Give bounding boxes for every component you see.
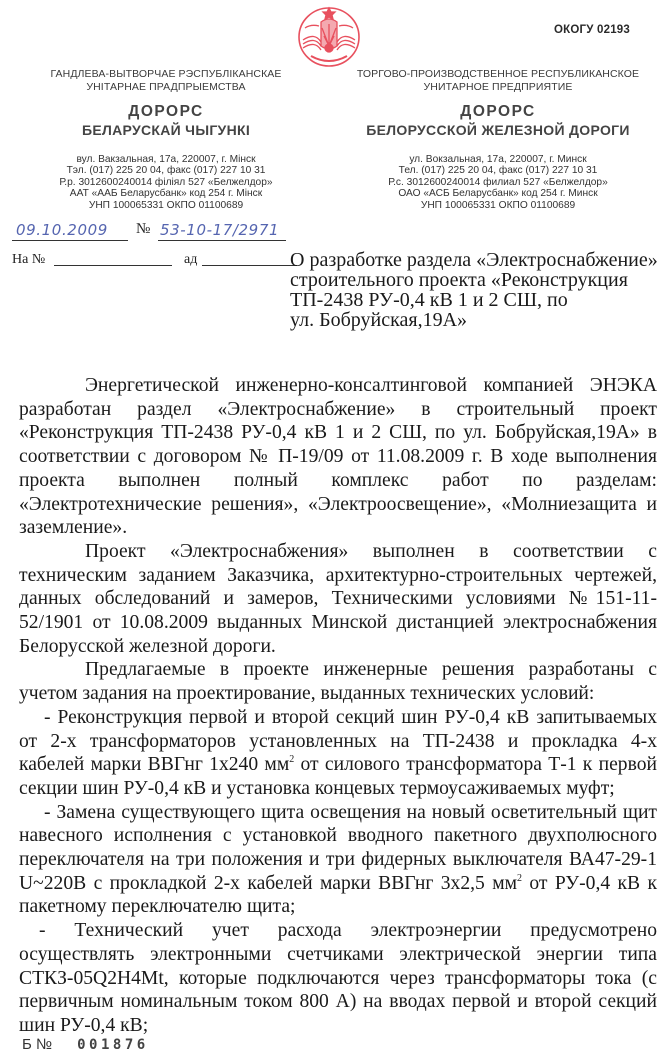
subject-line: ТП-2438 РУ-0,4 кВ 1 и 2 СШ, по — [290, 289, 568, 311]
org-address-block — [332, 154, 664, 211]
letter-body — [19, 374, 657, 1038]
list-item-2-text: - Замена существующего щита освещения на новый осветительный щит навесного исполнения с установкой вводного пакетного двухполюсного переключателя на три положения и три фидерных выключателя ВА47-29-1 U~220В с прокладкой 2-х кабелей марки ВВГнг 3х2,5 мм — [19, 801, 657, 894]
number-label: № — [136, 221, 151, 237]
reply-to-number-blank — [54, 265, 172, 266]
body-paragraph-2: Проект «Электроснабжения» выполнен в соответствии с техническим заданием Заказчика, архитектурно-строительных чертежей, данных обследований и замеров, Техническими условиями №151-11-52/1901 от 10.08.2009 выданных Минской дистанцией электроснабжения Белорусской железной дороги. — [19, 540, 657, 657]
handwritten-number: 53-10-17/2971 — [160, 221, 280, 239]
address-line: ул. Вокзальная, 17а, 220007, г. Минск — [409, 154, 587, 165]
phone-line: Тел. (017) 225 20 04, факс (017) 227 10 31 — [398, 165, 598, 177]
org-type-line1: ТОРГОВО-ПРОИЗВОДСТВЕННОЕ РЕСПУБЛИКАНСКОЕ — [356, 68, 640, 80]
body-paragraph-3: Предлагаемые в проекте инженерные решения разработаны с учетом задания на проектирование, выданных технических условий: — [19, 659, 657, 705]
list-item-2 — [19, 801, 657, 920]
tax-id-line: УНП 100065331 ОКПО 01100689 — [88, 199, 244, 211]
reply-date-label: ад — [184, 252, 198, 267]
bank-line: ААТ «ААБ Беларусбанк» код 254 г. Мінск — [69, 188, 263, 200]
outgoing-reference — [12, 218, 312, 244]
state-emblem — [291, 2, 367, 68]
org-type-line2: УНІТАРНАЕ ПРАДПРЫЕМСТВА — [86, 81, 246, 93]
list-item-2-text-cont: от РУ-0,4 кВ к пакетному переключателю щита; — [19, 872, 657, 918]
reply-to-label: На № — [12, 252, 46, 267]
org-type-line2: УНИТАРНОЕ ПРЕДПРИЯТИЕ — [423, 81, 573, 93]
tax-id-line: УНП 100065331 ОКПО 01100689 — [420, 199, 576, 211]
form-serial-number — [22, 1036, 149, 1053]
superscript: 2 — [289, 754, 295, 766]
bank-account-line: Р.р. 3012600240014 філіял 527 «Белжелдор» — [59, 176, 273, 188]
list-item-1 — [19, 706, 657, 801]
serial-label: Б № — [22, 1036, 53, 1053]
bank-line: ОАО «АСБ Беларусбанк» код 254 г. Минск — [398, 188, 598, 200]
body-paragraph-1: Энергетической инженерно-консалтинговой компанией ЭНЭКА разработан раздел «Электроснабжение» в строительный проект «Реконструкция ТП-2438 РУ-0,4 кВ 1 и 2 СШ, по ул. Бобруйская,19А» в соответствии с договором № П-19/09 от 11.08.2009 г. В ходе выполнения проекта выполнен полный комплекс работ по разделам: «Электротехнические решения», «Электроосвещение», «Молниезащита и заземление». — [19, 375, 657, 539]
subject-line: строительного проекта «Реконструкция — [290, 269, 628, 291]
superscript: 2 — [517, 872, 522, 884]
org-brand: ДОРОРС — [128, 103, 204, 120]
letter-subject — [290, 250, 664, 330]
org-subtitle: БЕЛОРУССКОЙ ЖЕЛЕЗНОЙ ДОРОГИ — [366, 122, 630, 138]
list-item-1-text: - Реконструкция первой и второй секций шин РУ-0,4 кВ запитываемых от 2-х трансформаторов установленных на ТП-2438 и прокладка 4-х кабелей марки ВВГнг 1х240 мм — [19, 706, 657, 776]
emblem-icon — [291, 2, 367, 68]
reply-date-blank — [202, 265, 297, 266]
subject-line: ул. Бобруйская,19А» — [290, 309, 468, 331]
okogu-code: ОКОГУ 02193 — [554, 24, 630, 36]
number-field — [158, 220, 286, 241]
org-subtitle: БЕЛАРУСКАЙ ЧЫГУНКІ — [81, 122, 251, 138]
address-line: вул. Вакзальная, 17а, 220007, г. Мінск — [76, 154, 256, 165]
handwritten-date: 09.10.2009 — [16, 221, 108, 239]
list-item-3: - Технический учет расхода электроэнергии предусмотрено осуществлять электронными счетчиками электрической энергии типа СТКЗ-05Q2H4Mt, которые подключаются через трансформаторы тока (с первичным номинальным током 800 А) на вводах первой и второй секций шин РУ-0,4 кВ; — [19, 920, 657, 1036]
serial-value: 001876 — [77, 1037, 149, 1053]
phone-line: Тэл. (017) 225 20 04, факс (017) 227 10 31 — [66, 165, 266, 177]
org-brand: ДОРОРС — [460, 103, 536, 120]
date-field — [12, 220, 128, 241]
org-type-line1: ГАНДЛЕВА-ВЫТВОРЧАЕ РЭСПУБЛІКАНСКАЕ — [50, 68, 282, 80]
subject-line: О разработке раздела «Электроснабжение» — [290, 249, 658, 271]
letterhead-belarusian — [0, 68, 332, 211]
letterhead-russian — [332, 68, 664, 211]
reply-reference — [12, 250, 292, 272]
org-address-block — [0, 154, 332, 211]
bank-account-line: Р.с. 3012600240014 филиал 527 «Белжелдор» — [388, 176, 608, 188]
list-item-1-text-cont: от силового трансформатора Т-1 к первой секции шин РУ-0,4 кВ и установка концевых термоусаживаемых муфт; — [19, 754, 657, 799]
